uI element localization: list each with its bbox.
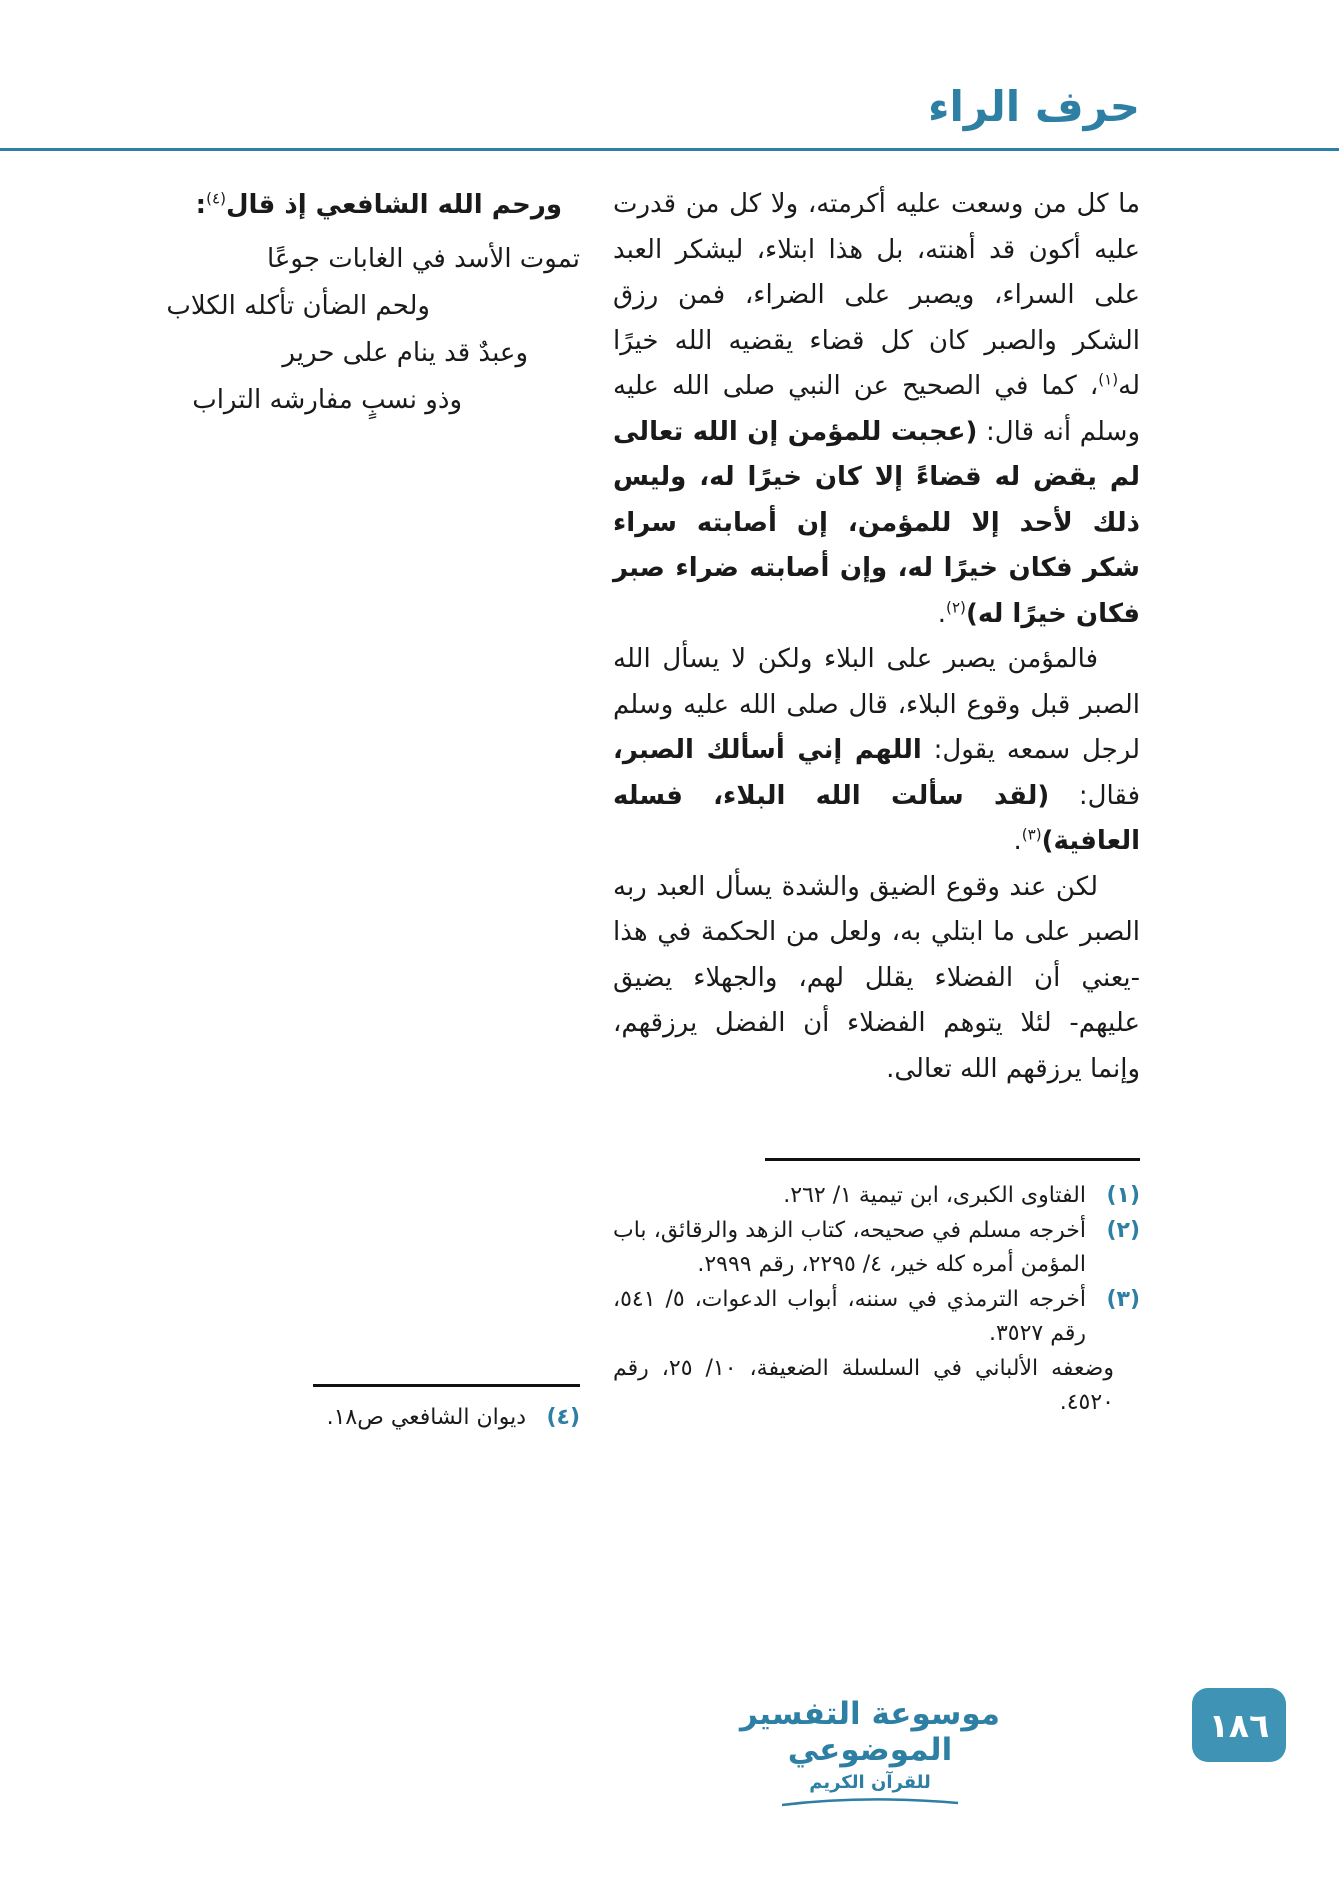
logo-flourish-icon <box>780 1796 960 1808</box>
footnote-text-continued: وضعفه الألباني في السلسلة الضعيفة، ١٠/ ٢٥، رقم ٤٥٢٠. <box>613 1355 1114 1415</box>
footnote-reference: (٢) <box>946 597 966 616</box>
footnote-text: ديوان الشافعي ص١٨. <box>326 1405 526 1430</box>
footnote-number: (١) <box>1106 1183 1140 1208</box>
footnote-text: أخرجه الترمذي في سننه، أبواب الدعوات، ٥/ ٥٤١، رقم ٣٥٢٧. <box>613 1286 1087 1346</box>
paragraph: فالمؤمن يصبر على البلاء ولكن لا يسأل الله الصبر قبل وقوع البلاء، قال صلى الله عليه وسلم لرجل سمعه يقول: اللهم إني أسألك الصبر، فقال: (لقد سألت الله البلاء، فسله العافية)$^{(٣)}$. <box>613 644 1140 856</box>
footnotes-main <box>613 1158 1140 1421</box>
paragraph: لكن عند وقوع الضيق والشدة يسأل العبد ربه الصبر على ما ابتلي به، ولعل من الحكمة في هذا -يعني أن الفضلاء يقلل لهم، والجهلاء يضيق عليهم- لئلا يتوهم الفضلاء أن الفضل يرزقهم، وإنما يرزقهم الله تعالى. <box>613 871 1140 1084</box>
logo-title: موسوعة التفسير الموضوعي <box>739 1696 1001 1768</box>
poetry-verse: ولحم الضأن تأكله الكلاب <box>166 291 430 321</box>
footnotes-poetry <box>165 1384 580 1436</box>
footnote-reference: (٣) <box>1021 825 1042 844</box>
footnote-separator-main <box>765 1158 1140 1161</box>
footnote-text: الفتاوى الكبرى، ابن تيمية ١/ ٢٦٢. <box>783 1183 1086 1208</box>
poetry-verse: تموت الأسد في الغابات جوعًا <box>266 244 580 274</box>
page-number-badge: ١٨٦ <box>1192 1688 1286 1762</box>
logo-subtitle: للقرآن الكريم <box>809 1772 931 1793</box>
paragraph: ما كل من وسعت عليه أكرمته، ولا كل من قدرت عليه أكون قد أهنته، بل هذا ابتلاء، ليشكر العبد على السراء، ويصبر على الضراء، فمن رزق الشكر والصبر كان كل قضاء يقضيه الله خيرًا له$^{(١)}$، كما في الصحيح عن النبي صلى الله عليه وسلم أنه قال: (عجبت للمؤمن إن الله تعالى لم يقض له قضاءً إلا كان خيرًا له، وليس ذلك لأحد إلا للمؤمن، إن أصابته سراء شكر فكان خيرًا له، وإن أصابته ضراء صبر فكان خيرًا له)$^{(٢)}$. <box>613 189 1140 629</box>
poetry-column <box>165 182 580 424</box>
footnote-reference: (٤) <box>206 189 226 208</box>
footnote-separator-poetry <box>313 1384 580 1387</box>
footnotes-poetry-list <box>165 1401 580 1436</box>
header-rule <box>0 148 1339 151</box>
footnote-reference: (١) <box>1098 370 1119 389</box>
footnote-number: (٢) <box>1106 1217 1140 1243</box>
footnote <box>165 1401 580 1436</box>
poetry-verses <box>165 236 580 424</box>
main-text-column <box>613 182 1140 1092</box>
footnotes-main-list <box>613 1179 1140 1421</box>
footnote <box>613 1283 1140 1352</box>
footnote <box>613 1214 1140 1283</box>
poetry-verse: وعبدٌ قد ينام على حرير <box>282 338 528 368</box>
poetry-verse: وذو نسبٍ مفارشه التراب <box>192 385 462 415</box>
chapter-heading: حرف الراء <box>928 82 1140 131</box>
footnote <box>613 1179 1140 1214</box>
footnote-number: (٣) <box>1106 1286 1140 1312</box>
footnote-text: أخرجه مسلم في صحيحه، كتاب الزهد والرقائق، باب المؤمن أمره كله خير، ٤/ ٢٢٩٥، رقم ٢٩٩٩. <box>613 1217 1086 1277</box>
publisher-logo <box>700 1696 1040 1812</box>
footnote-number: (٤) <box>546 1405 580 1430</box>
poetry-intro: ورحم الله الشافعي إذ قال$^{(٤)}$: <box>195 189 562 220</box>
